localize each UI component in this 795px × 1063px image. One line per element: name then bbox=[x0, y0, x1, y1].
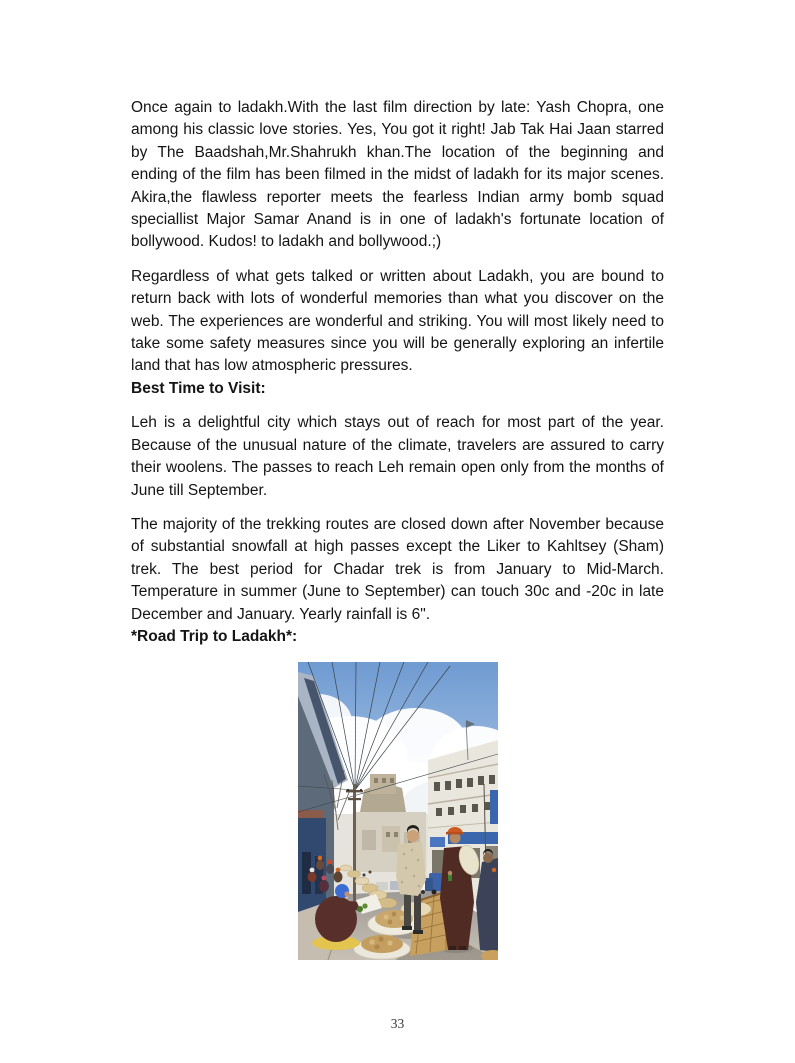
paragraph-intro-film: Once again to ladakh.With the last film direction by late: Yash Chopra, one among his classic love stories. Yes, You got it right! Jab Tak Hai Jaan starred by The Baadshah,Mr.Shahrukh khan.The location of the beginning and ending of the film has been filmed in the midst of ladakh for its major scenes. Akira,the flawless reporter meets the fearless Indian army bomb squad speciallist Major Samar Anand is in one of ladakh's fortunate location of bollywood. Kudos! to ladakh and bollywood.;) bbox=[131, 99, 664, 251]
page-number: 33 bbox=[390, 1016, 405, 1031]
paragraph-regardless: Regardless of what gets talked or written about Ladakh, you are bound to return back with lots of wonderful memories than what you discover on the web. The experiences are wonderful and striking. You will most likely need to take some safety measures since you will be generally exploring an infertile land that has low atmospheric pressures. bbox=[131, 267, 664, 375]
paragraph-trekking: The majority of the trekking routes are closed down after November because of substantial snowfall at high passes except the Liker to Kahltsey (Sham) trek. The best period for Chadar trek is from January to Mid-March. Temperature in summer (June to September) can touch 30c and -20c in late December and January. Yearly rainfall is 6". bbox=[131, 515, 664, 623]
section-heading-road-trip: *Road Trip to Ladakh*: bbox=[131, 627, 298, 645]
paragraph-leh-city: Leh is a delightful city which stays out of reach for most part of the year. Because of the unusual nature of the climate, travelers are assured to carry their woolens. The passes to reach Leh remain open only from the months of June till September. bbox=[131, 414, 664, 499]
leh-street-market-photo bbox=[131, 662, 664, 960]
section-heading-best-time: Best Time to Visit: bbox=[131, 379, 266, 397]
page-content bbox=[131, 97, 664, 960]
street-photo-illustration bbox=[298, 662, 498, 960]
